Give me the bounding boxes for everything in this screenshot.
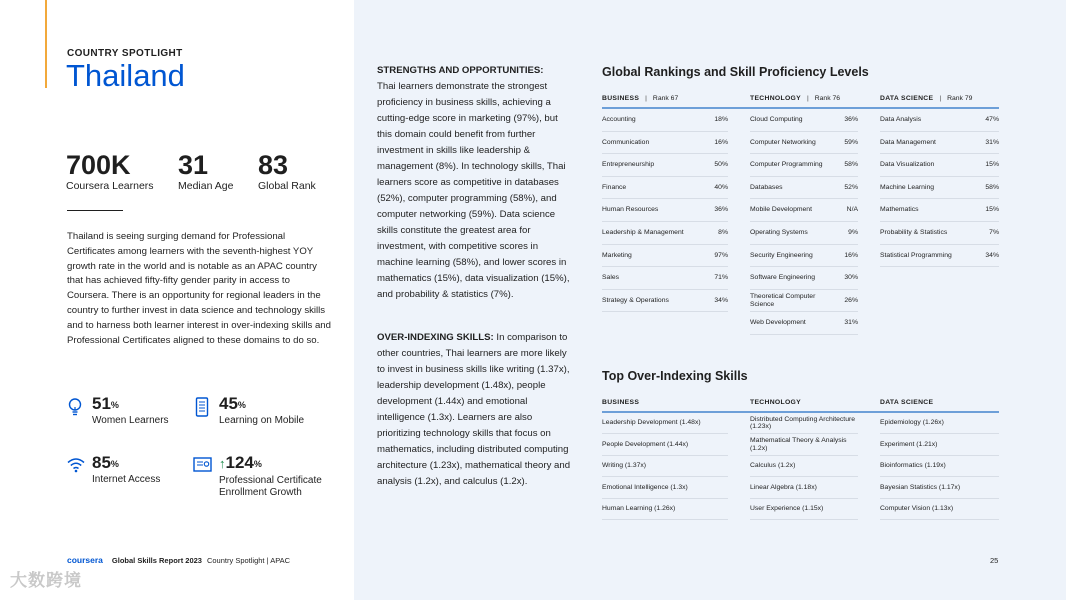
skill-percent: 52% — [844, 183, 858, 191]
skill-percent: 9% — [848, 229, 858, 237]
stat-global-rank — [258, 150, 316, 192]
top-skills-title: Top Over-Indexing Skills — [602, 369, 748, 383]
metric-value: 51 — [92, 394, 111, 413]
rankings-title: Global Rankings and Skill Proficiency Levels — [602, 65, 869, 79]
skill-percent: 50% — [714, 161, 728, 169]
skill-name: Statistical Programming — [880, 251, 952, 259]
table-row — [880, 245, 999, 268]
skill-name: Software Engineering — [750, 274, 815, 282]
skill-percent: N/A — [846, 206, 858, 214]
certificate-icon — [193, 456, 213, 476]
table-row — [880, 199, 999, 222]
skill-name: Experiment (1.21x) — [880, 440, 938, 448]
table-row — [880, 154, 999, 177]
skill-name: Data Analysis — [880, 116, 922, 124]
skill-name: Data Visualization — [880, 161, 935, 169]
stat-label: Coursera Learners — [66, 180, 154, 192]
metric-value: 85 — [92, 453, 111, 472]
skill-name: Computer Vision (1.13x) — [880, 505, 954, 512]
skill-name: Databases — [750, 183, 783, 191]
rankings-business-column — [602, 109, 728, 335]
column-header: TECHNOLOGY — [750, 399, 801, 406]
metric-value: 124 — [225, 453, 254, 472]
metric-caption: Internet Access — [92, 474, 161, 485]
arrow-up-icon: ↑ — [219, 456, 226, 471]
skill-name: Emotional Intelligence (1.3x) — [602, 483, 688, 491]
report-name: Global Skills Report 2023 — [111, 555, 202, 565]
skill-percent: 26% — [844, 296, 858, 304]
eyebrow: COUNTRY SPOTLIGHT — [67, 48, 183, 59]
table-row — [750, 199, 858, 222]
table-row — [880, 477, 999, 498]
table-row — [880, 222, 999, 245]
skill-name: Entrepreneurship — [602, 161, 655, 169]
metric-internet-access — [66, 454, 160, 486]
skill-name: Accounting — [602, 116, 636, 124]
column-header: TECHNOLOGY — [750, 95, 801, 102]
skill-name: Computer Programming — [750, 161, 823, 169]
rankings-datascience-column — [880, 109, 999, 335]
skill-name: Human Resources — [602, 206, 659, 214]
table-row — [750, 267, 858, 290]
metric-certificate-growth — [193, 454, 322, 499]
skill-percent: 34% — [985, 251, 999, 259]
skill-name: Probability & Statistics — [880, 229, 948, 237]
table-row — [750, 434, 858, 455]
skill-name: Leadership & Management — [602, 229, 684, 237]
skill-percent: 8% — [718, 229, 728, 237]
skill-percent: 30% — [844, 274, 858, 282]
metric-unit: % — [110, 459, 119, 469]
skill-name: Computer Networking — [750, 138, 816, 146]
table-row — [602, 456, 728, 477]
top-skills-technology-column — [750, 413, 858, 520]
skill-name: Bayesian Statistics (1.17x) — [880, 483, 961, 491]
metric-women-learners — [66, 395, 169, 427]
skill-name: Machine Learning — [880, 183, 935, 191]
rankings-technology-column — [750, 109, 858, 335]
top-skills-table — [602, 399, 999, 520]
skill-name: Cloud Computing — [750, 116, 803, 124]
table-row — [602, 434, 728, 455]
rank-label: Rank 67 — [652, 95, 679, 102]
metric-caption: Enrollment Growth — [219, 487, 302, 498]
section-name: Country Spotlight | APAC — [206, 555, 291, 565]
table-row — [602, 413, 728, 434]
rank-label: Rank 76 — [814, 95, 841, 102]
skill-percent: 7% — [989, 229, 999, 237]
stat-value: 31 — [178, 150, 209, 180]
table-row — [602, 477, 728, 498]
stat-median-age — [178, 150, 233, 192]
strengths-text: Thai learners demonstrate the strongest proficiency in business skills, achieving a cutting-edge score in marketing (97%), but this domain could benefit from further investment in skills like leadership & management (8%). In technology skills, Thai learners score as competitive in databases (52%), computer programming (58%), and computer networking (59%). Data science skills constitute the greatest area for investment, with competitive scores in machine learning (58%), and lower scores in mathematics (15%), data visualization (15%), and probability & statistics (7%). — [377, 81, 570, 300]
column-header: DATA SCIENCE — [880, 95, 934, 102]
skill-name: Sales — [602, 274, 620, 282]
top-skills-business-column — [602, 413, 728, 520]
skill-name: Web Development — [750, 319, 806, 327]
table-row — [750, 456, 858, 477]
watermark: 大数跨境 — [10, 571, 82, 590]
table-row — [750, 245, 858, 268]
country-title: Thailand — [66, 58, 185, 93]
table-row — [750, 177, 858, 200]
skill-name: Marketing — [602, 251, 632, 259]
table-row — [602, 154, 728, 177]
overindexing-paragraph — [377, 330, 573, 490]
skill-percent: 40% — [714, 183, 728, 191]
skill-percent: 58% — [985, 183, 999, 191]
skill-name: Strategy & Operations — [602, 296, 669, 304]
table-row — [750, 477, 858, 498]
table-row — [880, 109, 999, 132]
skill-percent: 16% — [844, 251, 858, 259]
divider — [67, 210, 123, 211]
table-row — [602, 199, 728, 222]
metric-value: 45 — [219, 394, 238, 413]
lightbulb-icon — [66, 397, 86, 417]
skill-percent: 31% — [985, 138, 999, 146]
skill-name: Communication — [602, 138, 650, 146]
skill-name: Security Engineering — [750, 251, 813, 259]
skill-name: Linear Algebra (1.18x) — [750, 483, 817, 491]
skill-percent: 31% — [844, 319, 858, 327]
skill-name: Bioinformatics (1.19x) — [880, 462, 946, 470]
skill-name: Theoretical Computer Science — [750, 293, 816, 308]
footer — [67, 555, 290, 565]
rank-label: Rank 79 — [947, 95, 973, 102]
page-number: 25 — [990, 556, 999, 565]
skill-percent: 47% — [985, 116, 999, 124]
skill-percent: 15% — [985, 161, 999, 169]
table-row — [880, 434, 999, 455]
strengths-heading: STRENGTHS AND OPPORTUNITIES: — [377, 65, 544, 76]
skill-percent: 58% — [844, 161, 858, 169]
wifi-icon — [66, 456, 86, 476]
coursera-logo: coursera — [67, 555, 103, 565]
table-row — [602, 290, 728, 313]
skill-percent: 16% — [714, 138, 728, 146]
metric-caption: Women Learners — [92, 415, 169, 426]
metric-unit: % — [237, 400, 246, 410]
column-header: BUSINESS — [602, 95, 640, 102]
top-skills-datascience-column — [880, 413, 999, 520]
metric-unit: % — [110, 400, 119, 410]
rankings-table — [602, 95, 999, 335]
skill-name: Writing (1.37x) — [602, 462, 647, 470]
table-row — [602, 132, 728, 155]
column-header: BUSINESS — [602, 399, 640, 406]
skill-name: Distributed Computing Architecture (1.23x) — [750, 415, 856, 431]
table-row — [602, 245, 728, 268]
table-row — [750, 413, 858, 434]
column-header: DATA SCIENCE — [880, 399, 934, 406]
table-row — [602, 222, 728, 245]
skill-percent: 97% — [714, 251, 728, 259]
skill-percent: 36% — [844, 116, 858, 124]
skill-percent: 59% — [844, 138, 858, 146]
table-row — [880, 499, 999, 520]
stat-label: Global Rank — [258, 180, 316, 192]
table-row — [750, 290, 858, 313]
skill-name: Mathematical Theory & Analysis (1.2x) — [750, 437, 847, 452]
skill-name: People Development (1.44x) — [602, 440, 689, 448]
table-row — [602, 109, 728, 132]
rankings-header: BUSINESS | Rank 67 TECHNOLOGY | Rank 76 DATA SCIENCE | Rank 79 — [602, 95, 999, 109]
mobile-phone-icon — [193, 397, 213, 417]
skill-percent: 15% — [985, 206, 999, 214]
metric-unit: % — [253, 459, 262, 469]
skill-name: Operating Systems — [750, 229, 808, 237]
stat-label: Median Age — [178, 180, 234, 192]
table-row — [750, 132, 858, 155]
table-row — [880, 456, 999, 477]
skill-name: Mobile Development — [750, 206, 812, 214]
overindexing-heading: OVER-INDEXING SKILLS: — [377, 332, 494, 343]
skill-name: Leadership Development (1.48x) — [602, 419, 701, 427]
skill-name: Calculus (1.2x) — [750, 462, 796, 470]
left-panel — [0, 0, 354, 600]
strengths-paragraph — [377, 63, 573, 303]
stat-value: 700K — [66, 150, 131, 180]
table-row — [750, 154, 858, 177]
stat-value: 83 — [258, 150, 289, 180]
skill-percent: 34% — [714, 296, 728, 304]
skill-percent: 71% — [714, 274, 728, 282]
table-row — [750, 222, 858, 245]
table-row — [750, 499, 858, 520]
table-row — [750, 109, 858, 132]
skill-name: Epidemiology (1.26x) — [880, 419, 944, 427]
skill-name: Human Learning (1.26x) — [602, 505, 676, 512]
table-row — [602, 177, 728, 200]
metric-caption: Professional Certificate — [219, 475, 322, 486]
skill-name: Mathematics — [880, 206, 919, 214]
top-skills-header — [602, 399, 999, 413]
skill-name: Finance — [602, 183, 627, 191]
overindexing-text: In comparison to other countries, Thai learners are more likely to invest in business skills like writing (1.37x), leadership development (1.48x), people development (1.44x) and emotional intelligence (1.3x). Learners are also prioritizing technology skills that focus on mathematics, including distributed computing architecture (1.23x), mathematical theory and analysis (1.2x), and calculus (1.2x). — [377, 332, 571, 487]
table-row — [602, 267, 728, 290]
skill-name: User Experience (1.15x) — [750, 505, 824, 512]
skill-name: Data Management — [880, 138, 936, 146]
metric-learning-mobile — [193, 395, 304, 427]
table-row — [602, 499, 728, 520]
skill-percent: 36% — [714, 206, 728, 214]
stat-learners — [66, 150, 154, 192]
accent-line — [45, 0, 47, 88]
intro-paragraph: Thailand is seeing surging demand for Professional Certificates among learners with the seventh-highest YOY growth rate in the world and is notable as an APAC country that has achieved fifty-fifty gender parity in access to Coursera. There is an opportunity for regional leaders in the country to further invest in data science and technology skills and to harness both learner interest in over-indexing skills and Professional Certificates aligned to these domains to do so. — [67, 231, 331, 346]
table-row — [750, 312, 858, 335]
table-row — [880, 413, 999, 434]
skill-percent: 18% — [714, 116, 728, 124]
table-row — [880, 132, 999, 155]
table-row — [880, 177, 999, 200]
metric-caption: Learning on Mobile — [219, 415, 305, 426]
